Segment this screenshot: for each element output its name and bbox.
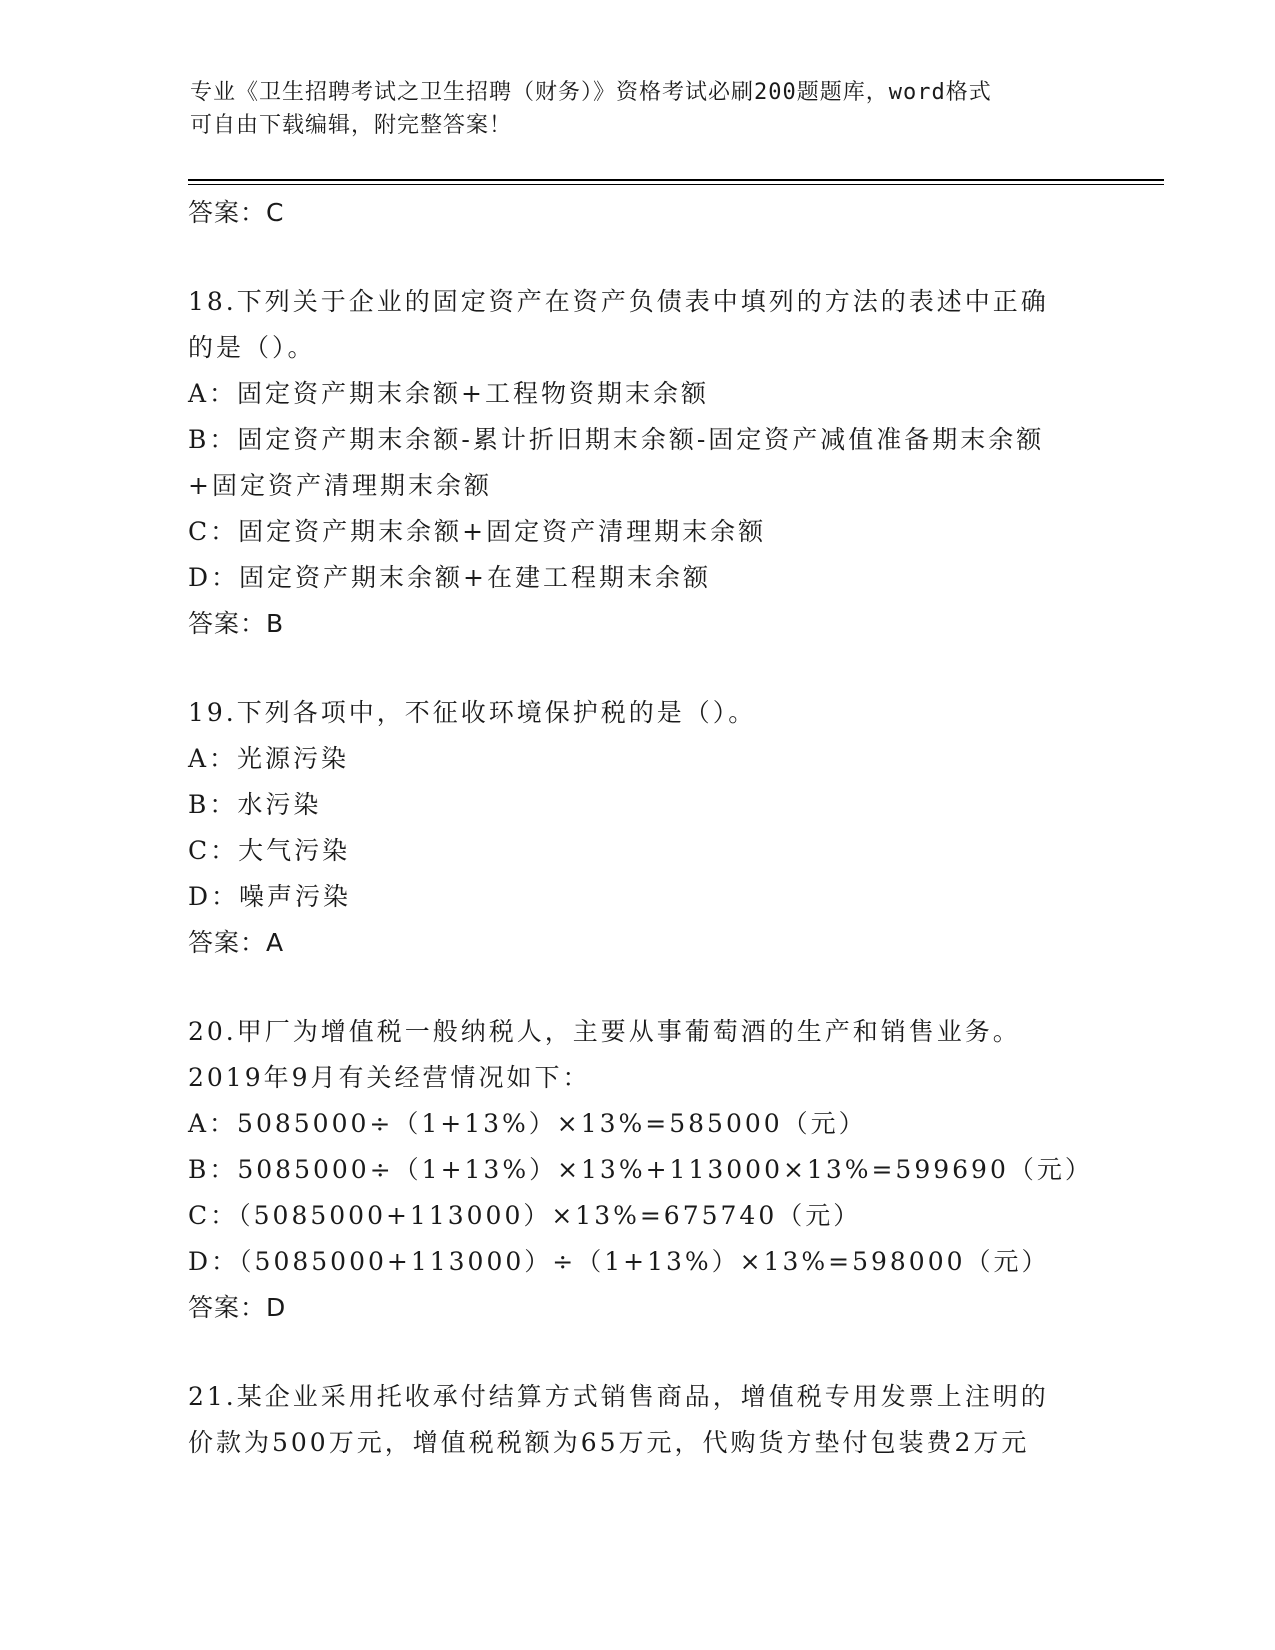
q18-option-c: C：固定资产期末余额+固定资产清理期末余额 <box>188 517 767 546</box>
question-21 <box>188 1374 1088 1466</box>
question-content <box>188 190 1093 1466</box>
header-rule-thick <box>188 179 1164 181</box>
spacer <box>188 1331 1088 1374</box>
q18-option-b-line-2: +固定资产清理期末余额 <box>188 471 492 500</box>
q19-option-b: B：水污染 <box>188 790 322 819</box>
q18-stem-line-2: 的是（）。 <box>188 333 316 362</box>
q18-option-b-line-1: B：固定资产期末余额-累计折旧期末余额-固定资产减值准备期末余额 <box>188 425 1045 454</box>
question-20 <box>188 1009 1093 1331</box>
q17-answer: 答案：C <box>188 198 285 227</box>
spacer <box>188 236 1088 279</box>
q19-option-d: D：噪声污染 <box>188 882 352 911</box>
q19-answer: 答案：A <box>188 928 285 957</box>
header-rule-thin <box>188 184 1164 185</box>
q20-option-b: B：5085000÷（1+13%）×13%+113000×13%=599690（元） <box>188 1155 1093 1184</box>
q18-option-d: D：固定资产期末余额+在建工程期末余额 <box>188 563 711 592</box>
q19-stem: 19.下列各项中，不征收环境保护税的是（）。 <box>188 698 757 727</box>
header-line-1: 专业《卫生招聘考试之卫生招聘（财务）》资格考试必刷200题题库，word格式 <box>190 80 992 105</box>
q18-answer: 答案：B <box>188 609 285 638</box>
q21-stem-line-1: 21.某企业采用托收承付结算方式销售商品，增值税专用发票上注明的 <box>188 1382 1049 1411</box>
document-header <box>190 76 1070 142</box>
q20-stem-line-1: 20.甲厂为增值税一般纳税人，主要从事葡萄酒的生产和销售业务。 <box>188 1017 1021 1046</box>
header-line-2: 可自由下载编辑，附完整答案！ <box>190 113 513 138</box>
q18-option-a: A：固定资产期末余额+工程物资期末余额 <box>188 379 710 408</box>
q20-option-a: A：5085000÷（1+13%）×13%=585000（元） <box>188 1109 867 1138</box>
q20-option-c: C：（5085000+113000）×13%=675740（元） <box>188 1201 862 1230</box>
question-19 <box>188 690 1088 966</box>
q18-stem-line-1: 18.下列关于企业的固定资产在资产负债表中填列的方法的表述中正确 <box>188 287 1049 316</box>
q21-stem-line-2: 价款为500万元，增值税税额为65万元，代购货方垫付包装费2万元 <box>188 1428 1030 1457</box>
spacer <box>188 966 1088 1009</box>
spacer <box>188 647 1088 690</box>
q20-option-d: D：（5085000+113000）÷（1+13%）×13%=598000（元） <box>188 1247 1050 1276</box>
question-18 <box>188 279 1088 647</box>
q20-stem-line-2: 2019年9月有关经营情况如下： <box>188 1063 591 1092</box>
q19-option-c: C：大气污染 <box>188 836 351 865</box>
q19-option-a: A：光源污染 <box>188 744 350 773</box>
q20-answer: 答案：D <box>188 1293 287 1322</box>
